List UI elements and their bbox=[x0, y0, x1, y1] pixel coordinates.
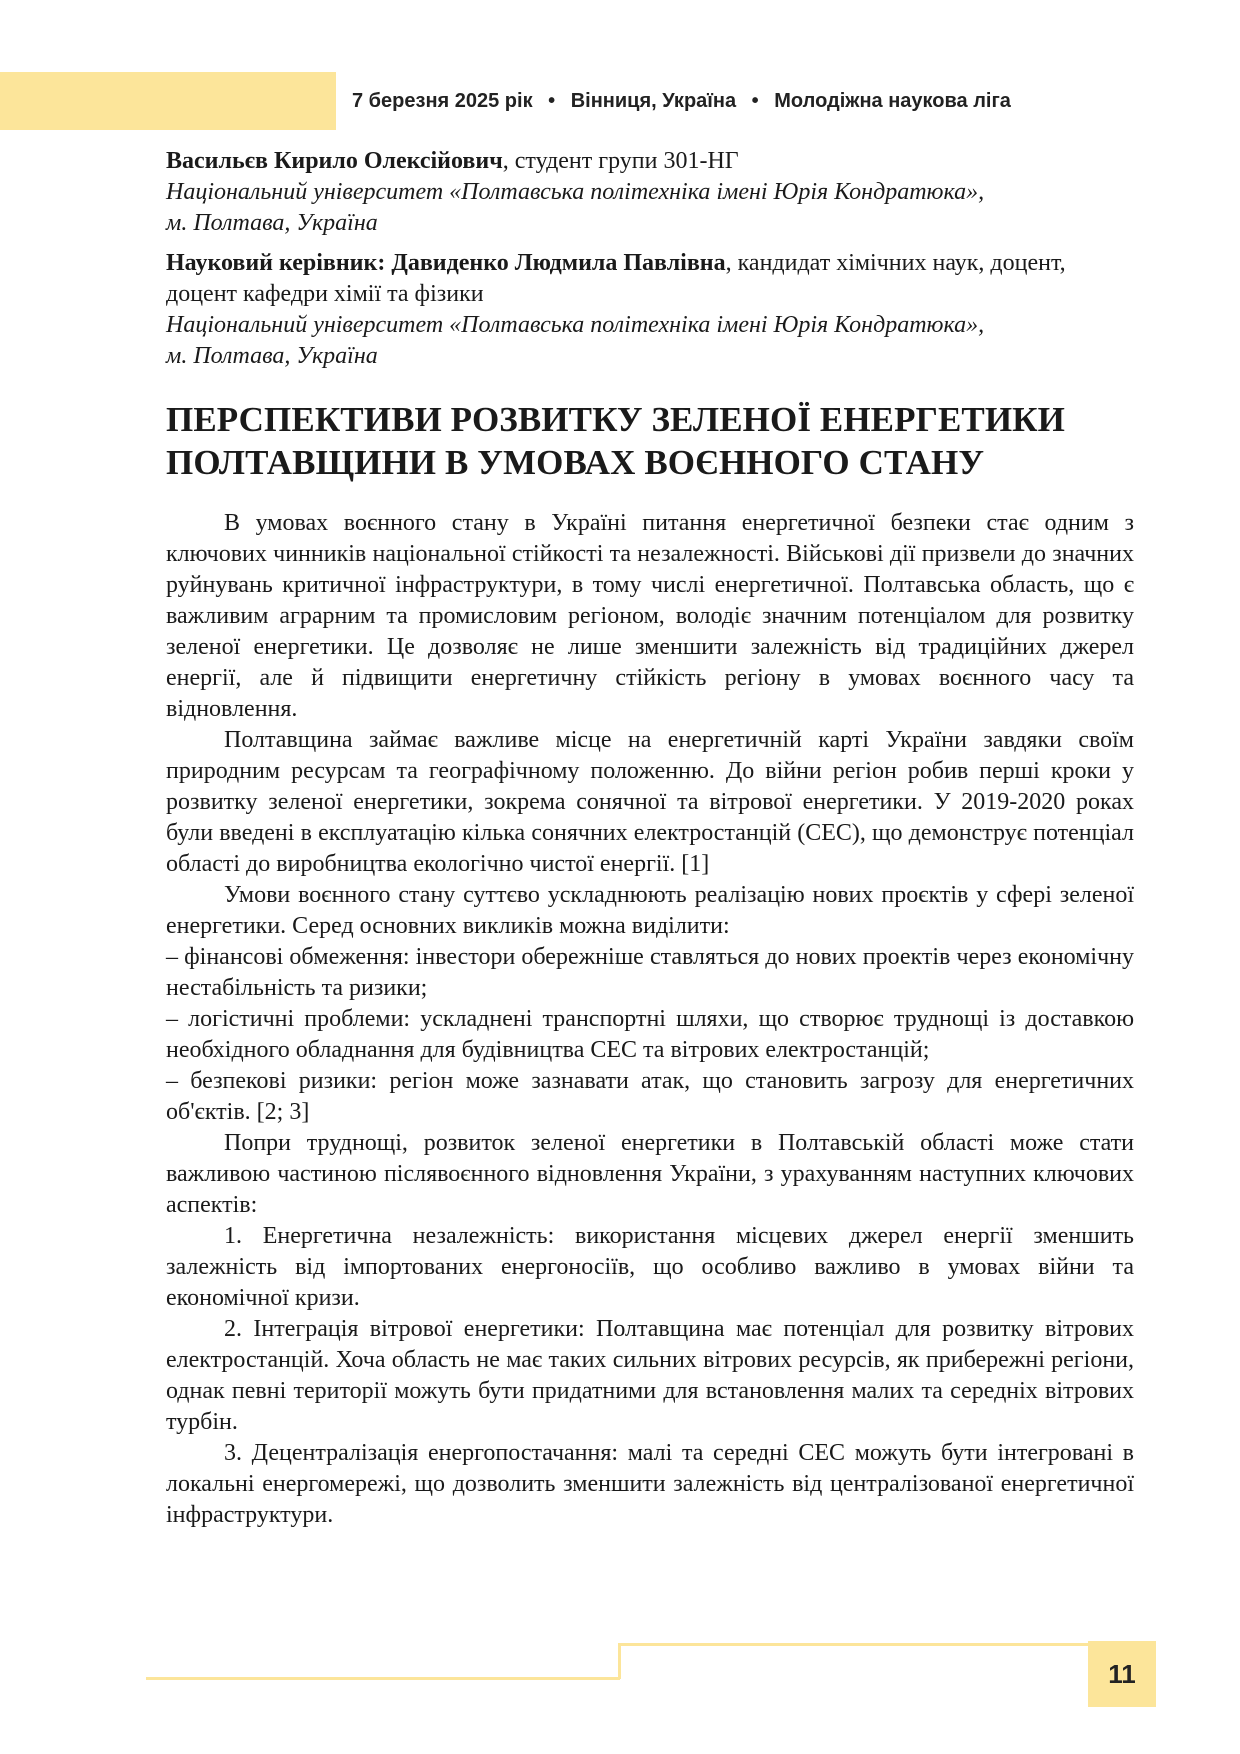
header-accent-bar bbox=[0, 72, 336, 130]
author-name: Васильєв Кирило Олексійович bbox=[166, 148, 503, 174]
supervisor-affiliation: Національний університет «Полтавська політехніка імені Юрія Кондратюка», bbox=[166, 312, 985, 338]
header-date: 7 березня 2025 рік bbox=[352, 90, 533, 112]
author-block bbox=[166, 146, 1134, 239]
author-city: м. Полтава, Україна bbox=[166, 210, 378, 236]
list-item: – логістичні проблеми: ускладнені транспортні шляхи, що створює труднощі із доставкою необхідного обладнання для будівництва СЕС та вітрових електростанцій; bbox=[166, 1006, 1134, 1063]
numbered-item: 3. Децентралізація енергопостачання: малі та середні СЕС можуть бути інтегровані в локальні енергомережі, що дозволить зменшити залежність від централізованої енергетичної інфраструктури. bbox=[166, 1440, 1134, 1528]
supervisor-city: м. Полтава, Україна bbox=[166, 343, 378, 369]
paragraph: Умови воєнного стану суттєво ускладнюють реалізацію нових проєктів у сфері зеленої енергетики. Серед основних викликів можна виділити: bbox=[166, 882, 1134, 939]
supervisor-name: Науковий керівник: Давиденко Людмила Павлівна bbox=[166, 250, 726, 276]
paragraph: Попри труднощі, розвиток зеленої енергетики в Полтавській області може стати важливою частиною післявоєнного відновлення України, з урахуванням наступних ключових аспектів: bbox=[166, 1130, 1134, 1218]
numbered-item: 1. Енергетична незалежність: використання місцевих джерел енергії зменшить залежність від імпортованих енергоносіїв, що особливо важливо в умовах війни та економічної кризи. bbox=[166, 1223, 1134, 1311]
page-content bbox=[166, 146, 1134, 1531]
supervisor-block bbox=[166, 248, 1134, 372]
list-item: – фінансові обмеження: інвестори обережніше ставляться до нових проектів через економічну нестабільність та ризики; bbox=[166, 944, 1134, 1001]
header-event: Молодіжна наукова ліга bbox=[774, 90, 1011, 112]
numbered-item: 2. Інтеграція вітрової енергетики: Полтавщина має потенціал для розвитку вітрових електростанцій. Хоча область не має таких сильних вітрових ресурсів, як прибережні регіони, однак певні території можуть бути придатними для встановлення малих та середніх вітрових турбін. bbox=[166, 1316, 1134, 1435]
author-line bbox=[166, 146, 1134, 177]
supervisor-role: , кандидат хімічних наук, доцент, доцент кафедри хімії та фізики bbox=[166, 250, 1066, 307]
footer-divider bbox=[618, 1643, 621, 1679]
page-number: 11 bbox=[1088, 1641, 1156, 1707]
header-location: Вінниця, Україна bbox=[570, 90, 737, 112]
running-header bbox=[352, 90, 1146, 113]
author-role: , студент групи 301-НГ bbox=[502, 148, 739, 174]
article-title: ПЕРСПЕКТИВИ РОЗВИТКУ ЗЕЛЕНОЇ ЕНЕРГЕТИКИ ПОЛТАВЩИНИ В УМОВАХ ВОЄННОГО СТАНУ bbox=[166, 400, 1065, 482]
paragraph: В умовах воєнного стану в Україні питання енергетичної безпеки стає одним з ключових чинників національної стійкості та незалежності. Військові дії призвели до значних руйнувань критичної інфраструктури, в тому числі енергетичної. Полтавська область, що є важливим аграрним та промисловим регіоном, володіє значним потенціалом для розвитку зеленої енергетики. Це дозволяє не лише зменшити залежність від традиційних джерел енергії, але й підвищити енергетичну стійкість регіону в умовах воєнного часу та відновлення. bbox=[166, 510, 1134, 722]
list-item: – безпекові ризики: регіон може зазнавати атак, що становить загрозу для енергетичних об'єктів. [2; 3] bbox=[166, 1068, 1134, 1125]
footer-divider bbox=[618, 1643, 1088, 1646]
header-separator: • bbox=[548, 90, 556, 112]
paragraph: Полтавщина займає важливе місце на енергетичній карті України завдяки своїм природним ресурсам та географічному положенню. До війни регіон робив перші кроки у розвитку зеленої енергетики, зокрема сонячної та вітрової енергетики. У 2019-2020 роках були введені в експлуатацію кілька сонячних електростанцій (СЕС), що демонструє потенціал області до виробництва екологічно чистої енергії. [1] bbox=[166, 727, 1134, 877]
article-body bbox=[166, 508, 1134, 1531]
header-separator: • bbox=[751, 90, 759, 112]
supervisor-line bbox=[166, 248, 1134, 310]
author-affiliation: Національний університет «Полтавська політехніка імені Юрія Кондратюка», bbox=[166, 179, 985, 205]
footer-divider bbox=[146, 1677, 620, 1680]
